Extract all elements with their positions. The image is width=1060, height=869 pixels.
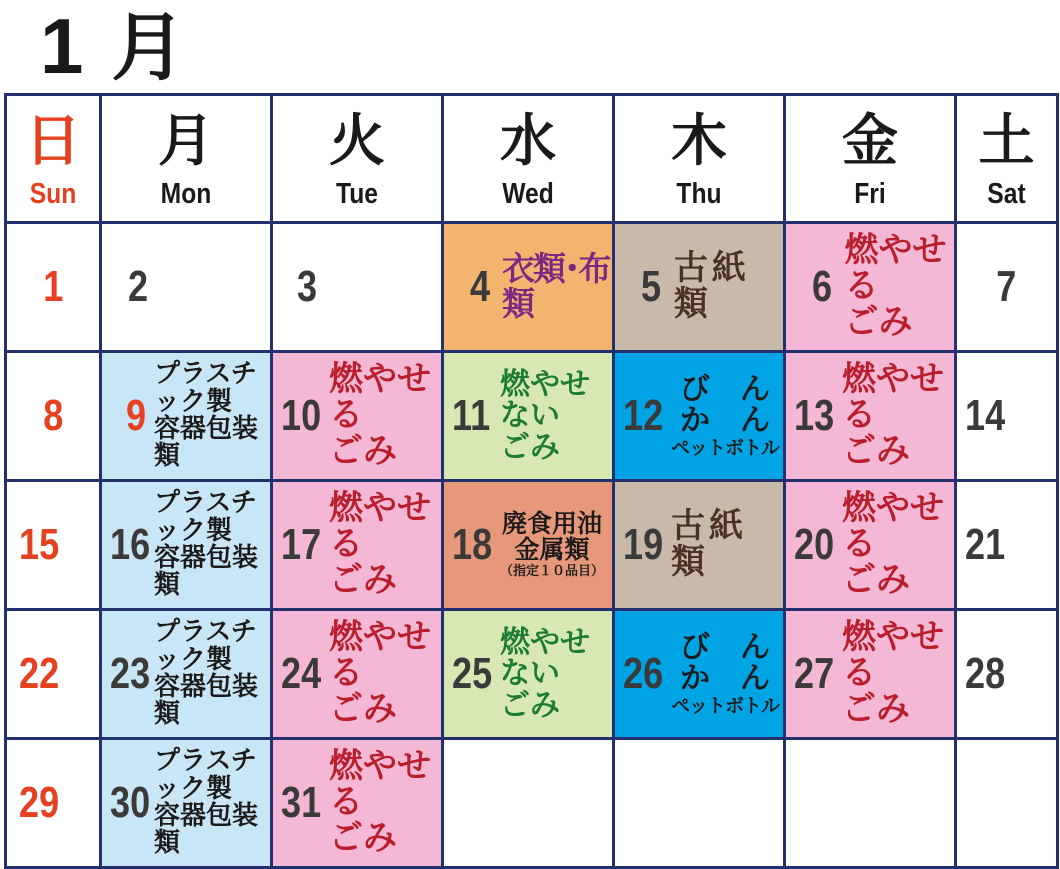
day-cell: 10 燃やせる ごみ	[272, 352, 443, 481]
day-cell: 18 廃食用油 金属類 （指定１０品目）	[443, 481, 614, 610]
day-cell: 25 燃やせない ごみ	[443, 610, 614, 739]
day-cell: 8	[6, 352, 101, 481]
empty-cell	[443, 739, 614, 868]
week-row	[6, 610, 1058, 739]
week-row	[6, 223, 1058, 352]
day-cell: 21	[956, 481, 1058, 610]
day-cell: 14	[956, 352, 1058, 481]
day-cell: 4 衣類･布類	[443, 223, 614, 352]
day-cell: 22	[6, 610, 101, 739]
day-cell: 23 プラスチック製 容器包装類	[101, 610, 272, 739]
cloth-label: 衣類･布類	[502, 249, 610, 323]
week-row	[6, 352, 1058, 481]
calendar-grid	[4, 93, 1059, 869]
month-title	[40, 0, 187, 92]
day-cell: 6 燃やせる ごみ	[785, 223, 956, 352]
day-cell: 30 プラスチック製 容器包装類	[101, 739, 272, 868]
day-cell: 2	[101, 223, 272, 352]
weekday-wed: 水 Wed	[443, 95, 614, 223]
weekday-sun: 日 Sun	[6, 95, 101, 223]
day-cell: 15	[6, 481, 101, 610]
empty-cell	[614, 739, 785, 868]
day-cell: 24 燃やせる ごみ	[272, 610, 443, 739]
week-row	[6, 481, 1058, 610]
empty-cell	[785, 739, 956, 868]
paper-label: 古紙類	[673, 248, 750, 324]
day-cell: 26 び ん か ん ペットボトル	[614, 610, 785, 739]
day-cell: 11 燃やせない ごみ	[443, 352, 614, 481]
day-cell: 5 古紙類	[614, 223, 785, 352]
day-cell: 20 燃やせる ごみ	[785, 481, 956, 610]
day-cell: 27 燃やせる ごみ	[785, 610, 956, 739]
day-cell: 1	[6, 223, 101, 352]
day-cell: 31 燃やせる ごみ	[272, 739, 443, 868]
weekday-mon: 月 Mon	[101, 95, 272, 223]
day-cell: 3	[272, 223, 443, 352]
day-cell: 16 プラスチック製 容器包装類	[101, 481, 272, 610]
day-cell: 7	[956, 223, 1058, 352]
day-cell: 13 燃やせる ごみ	[785, 352, 956, 481]
day-cell: 19 古紙類	[614, 481, 785, 610]
day-cell: 28	[956, 610, 1058, 739]
month-number: 1	[40, 2, 86, 90]
month-kanji: 月	[111, 5, 188, 91]
day-cell: 17 燃やせる ごみ	[272, 481, 443, 610]
weekday-thu: 木 Thu	[614, 95, 785, 223]
weekday-sat: 土 Sat	[956, 95, 1058, 223]
weekday-header-row	[6, 95, 1058, 223]
day-cell: 9 プラスチック製 容器包装類	[101, 352, 272, 481]
week-row	[6, 739, 1058, 868]
day-cell: 29	[6, 739, 101, 868]
weekday-tue: 火 Tue	[272, 95, 443, 223]
weekday-fri: 金 Fri	[785, 95, 956, 223]
empty-cell	[956, 739, 1058, 868]
day-cell: 12 び ん か ん ペットボトル	[614, 352, 785, 481]
